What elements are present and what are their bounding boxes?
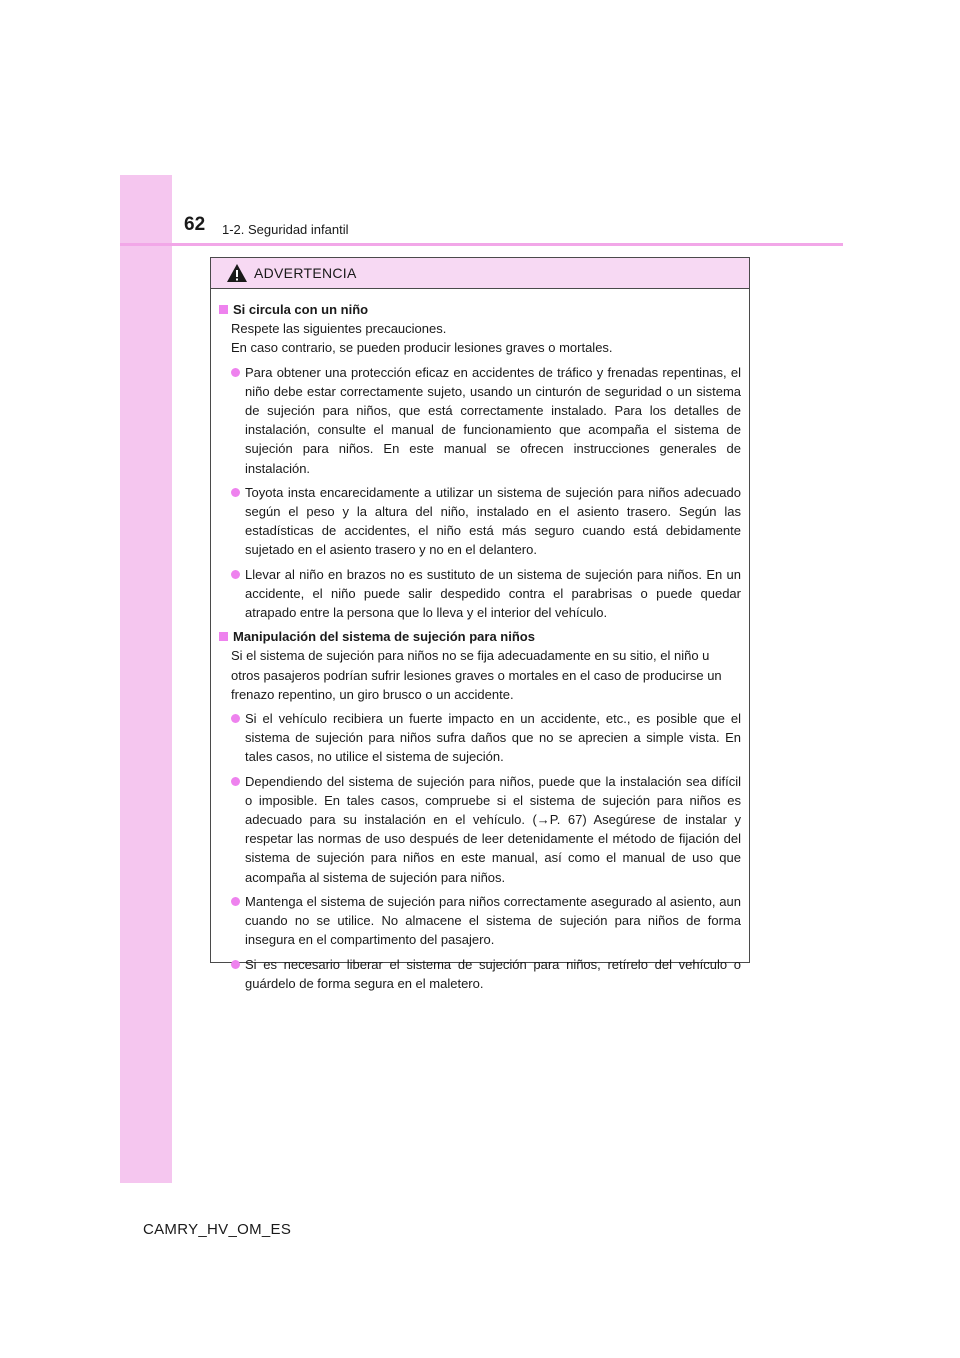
round-bullet-icon xyxy=(231,368,240,377)
round-bullet-icon xyxy=(231,897,240,906)
paragraph: En caso contrario, se pueden producir lesiones graves o mortales. xyxy=(231,340,613,356)
warning-header xyxy=(211,258,749,289)
page-number: 62 xyxy=(184,214,206,235)
list-item: Toyota insta encarecidamente a utilizar un sistema de sujeción para niños adecuado según el peso y la altura del niño, instalado en el asiento trasero. Según las estadísticas de accidentes, el niño está más seguro cuando está debidamente sujetado en el asiento trasero y no en el delantero. xyxy=(231,483,741,560)
warning-body xyxy=(211,289,749,993)
section-title: 1-2. Seguridad infantil xyxy=(222,222,349,237)
warning-box xyxy=(210,257,750,991)
document-code: CAMRY_HV_OM_ES xyxy=(143,1221,292,1238)
list-item: Si el vehículo recibiera un fuerte impacto en un accidente, etc., es posible que el sistema de sujeción para niños sufra daños que no se aprecien a simple vista. En tales casos, no utilice el sistema de sujeción. xyxy=(231,709,741,767)
header-rule xyxy=(120,243,843,246)
list-item: Para obtener una protección eficaz en accidentes de tráfico y frenadas repentinas, el niño debe estar correctamente sujeto, usando un cinturón de seguridad o un sistema de sujeción para niños, que está correctamente instalado. Para los detalles de instalación, consulte el manual de funcionamiento que acompaña el sistema de sujeción para niños. En este manual se ofrecen instrucciones generales de instalación. xyxy=(231,363,741,478)
warning-triangle-icon xyxy=(226,263,248,283)
side-band xyxy=(120,175,172,1183)
list-item: Si es necesario liberar el sistema de sujeción para niños, retírelo del vehículo o guárdelo de forma segura en el maletero. xyxy=(231,955,741,993)
section-heading: Si circula con un niño xyxy=(219,300,741,319)
round-bullet-icon xyxy=(231,570,240,579)
warning-title: ADVERTENCIA xyxy=(254,265,357,281)
round-bullet-icon xyxy=(231,714,240,723)
list-item: Dependiendo del sistema de sujeción para niños, puede que la instalación sea difícil o imposible. En tales casos, compruebe si el sistema de sujeción para niños es adecuado para su instalación en el vehículo. (→P. 67) Asegúrese de instalar y respetar las normas de uso después de leer detenidamente el método de fijación del sistema de sujeción para niños en este manual, así como el manual de uso que acompaña al sistema de sujeción para niños. xyxy=(231,772,741,887)
section-heading: Manipulación del sistema de sujeción para niños xyxy=(219,627,741,646)
round-bullet-icon xyxy=(231,960,240,969)
round-bullet-icon xyxy=(231,777,240,786)
square-bullet-icon xyxy=(219,632,228,641)
paragraph: Respete las siguientes precauciones. xyxy=(231,321,447,337)
list-item: Mantenga el sistema de sujeción para niños correctamente asegurado al asiento, aun cuando no se utilice. No almacene el sistema de sujeción para niños de forma insegura en el compartimento del pasajero. xyxy=(231,892,741,950)
list-item: Llevar al niño en brazos no es sustituto de un sistema de sujeción para niños. En un accidente, el niño puede salir despedido contra el parabrisas o puede quedar atrapado entre la persona que lo lleva y el interior del vehículo. xyxy=(231,565,741,623)
round-bullet-icon xyxy=(231,488,240,497)
square-bullet-icon xyxy=(219,305,228,314)
paragraph: Si el sistema de sujeción para niños no se fija adecuadamente en su sitio, el niño u otros pasajeros podrían sufrir lesiones graves o mortales en el caso de producirse un frenazo repentino, un giro brusco o un accidente. xyxy=(231,648,722,702)
